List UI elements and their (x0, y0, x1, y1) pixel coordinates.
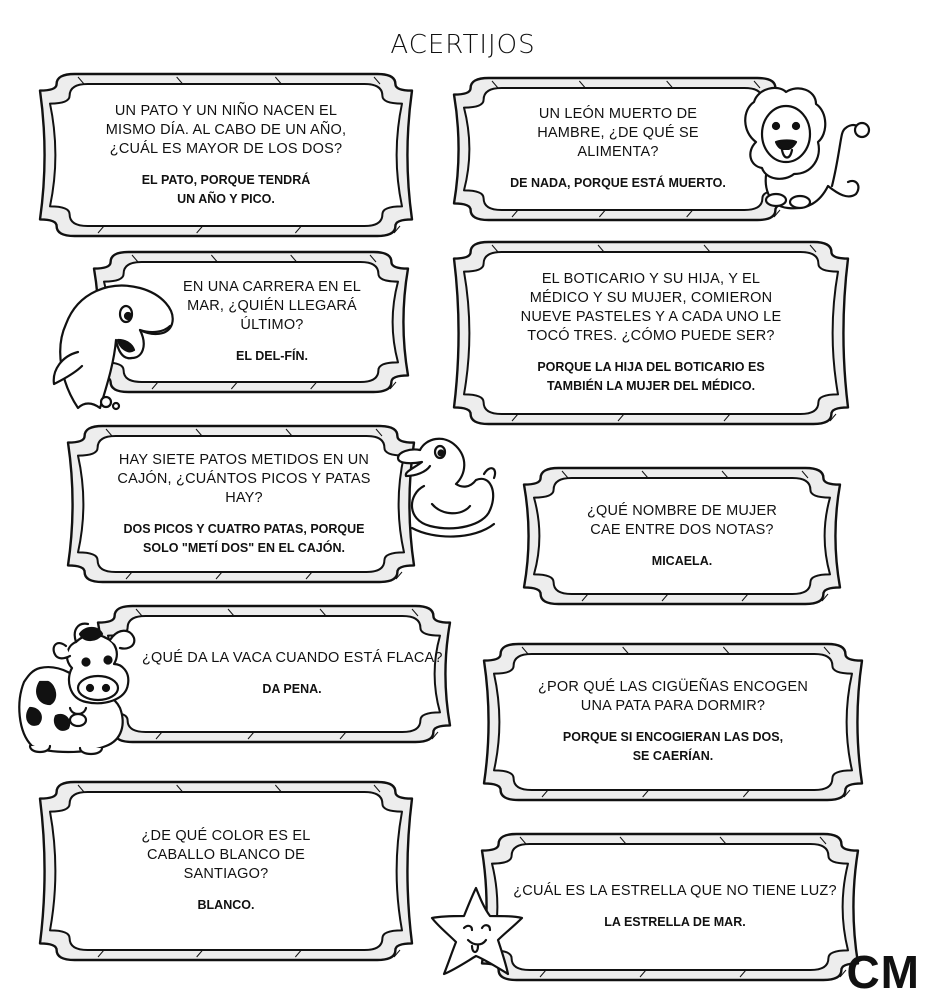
riddle-card-4 (452, 240, 850, 426)
riddle-answer: PORQUE LA HIJA DEL BOTICARIO ES TAMBIÉN LA MUJER DEL MÉDICO. (537, 360, 765, 393)
riddle-card-5 (66, 424, 416, 584)
riddle-answer: EL DEL-FÍN. (236, 349, 308, 363)
riddle-question: ¿CUÁL ES LA ESTRELLA QUE NO TIENE LUZ? (513, 883, 837, 899)
riddle-answer: EL PATO, PORQUE TENDRÁ UN AÑO Y PICO. (141, 172, 311, 206)
page-title: ACERTIJOS (390, 30, 536, 60)
cow-icon (10, 612, 152, 758)
riddle-card-1 (38, 72, 414, 238)
riddle-answer: BLANCO. (197, 898, 255, 912)
riddle-card-6 (522, 466, 842, 606)
riddle-card-9 (38, 780, 414, 962)
riddle-answer: DA PENA. (262, 682, 322, 696)
riddle-question: EN UNA CARRERA EN EL MAR, ¿QUIÉN LLEGARÁ ÚLTIMO? (182, 279, 362, 333)
riddle-answer: MICAELA. (651, 553, 713, 568)
riddle-answer: DE NADA, PORQUE ESTÁ MUERTO. (510, 176, 726, 190)
riddle-card-10 (480, 832, 860, 982)
riddle-question: ¿POR QUÉ LAS CIGÜEÑAS ENCOGEN UNA PATA PARA DORMIR? (537, 679, 809, 714)
riddle-card-8 (482, 642, 864, 802)
lion-icon (728, 82, 874, 216)
duck-icon (394, 428, 506, 544)
riddle-answer: LA ESTRELLA DE MAR. (604, 915, 746, 929)
riddle-question: ¿QUÉ NOMBRE DE MUJER CAE ENTRE DOS NOTAS? (586, 502, 778, 538)
riddle-question: UN LEÓN MUERTO DE HAMBRE, ¿DE QUÉ SE ALIMENTA? (537, 106, 699, 160)
riddle-question: UN PATO Y UN NIÑO NACEN EL MISMO DÍA. AL CABO DE UN AÑO, ¿CUÁL ES MAYOR DE LOS DOS? (105, 102, 347, 157)
dolphin-icon (44, 274, 186, 420)
riddle-answer: PORQUE SI ENCOGIERAN LAS DOS, SE CAERÍAN. (562, 730, 784, 763)
riddle-question: ¿DE QUÉ COLOR ES EL CABALLO BLANCO DE SANTIAGO? (141, 828, 311, 882)
starfish-icon (428, 884, 526, 978)
riddle-question: EL BOTICARIO Y SU HIJA, Y EL MÉDICO Y SU MUJER, COMIERON NUEVE PASTELES Y A CADA UNO LE TOCÓ TRES. ¿CÓMO PUEDE SER? (520, 271, 782, 344)
riddle-answer: DOS PICOS Y CUATRO PATAS, PORQUE SOLO "METÍ DOS" EN EL CAJÓN. (123, 521, 365, 555)
riddle-question: ¿QUÉ DA LA VACA CUANDO ESTÁ FLACA? (142, 650, 443, 666)
riddle-question: HAY SIETE PATOS METIDOS EN UN CAJÓN, ¿CUÁNTOS PICOS Y PATAS HAY? (117, 451, 371, 506)
logo-text: CM (846, 946, 920, 998)
